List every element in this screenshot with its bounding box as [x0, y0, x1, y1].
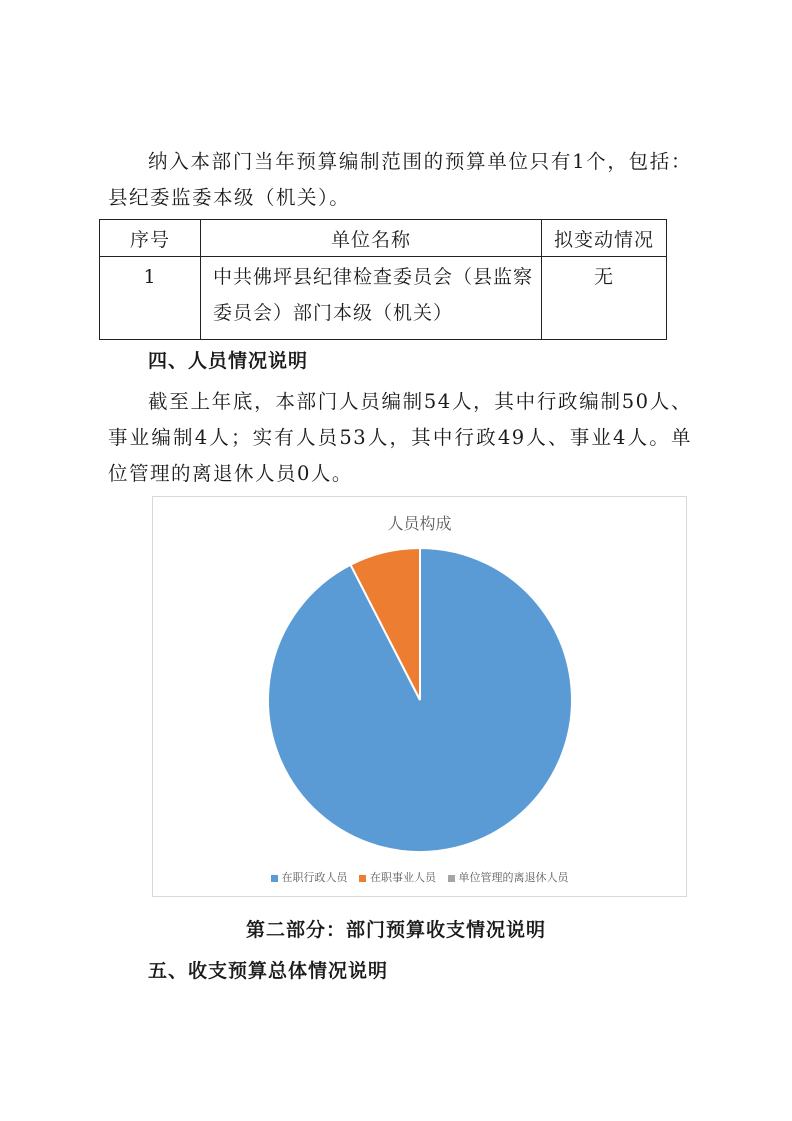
legend-item-institution: [359, 869, 436, 885]
unit-table: [99, 219, 667, 340]
legend-item-retired: [448, 869, 569, 885]
header-change: 拟变动情况: [542, 220, 667, 257]
header-index: 序号: [100, 220, 201, 257]
personnel-pie-chart: [152, 496, 687, 897]
legend-swatch-institution: [359, 875, 366, 882]
intro-paragraph: 纳入本部门当年预算编制范围的预算单位只有1个，包括：县纪委监委本级（机关）。: [108, 150, 692, 209]
chart-title: 人员构成: [387, 514, 452, 533]
part2-title: 第二部分：部门预算收支情况说明: [245, 919, 546, 941]
legend-label-institution: 在职事业人员: [370, 871, 436, 884]
section5-heading: 五、收支预算总体情况说明: [148, 960, 389, 982]
pie-svg: [153, 497, 686, 896]
legend-label-retired: 单位管理的离退休人员: [458, 871, 569, 884]
chart-legend: [153, 869, 686, 885]
legend-label-admin: 在职行政人员: [281, 871, 348, 884]
cell-index: 1: [100, 257, 201, 340]
section4-heading: 四、人员情况说明: [148, 350, 309, 372]
table-row: [100, 257, 667, 340]
section4-paragraph: 截至上年底，本部门人员编制54人，其中行政编制50人、事业编制4人；实有人员53人，其中行政49人、事业4人。单位管理的离退休人员0人。: [108, 390, 692, 485]
table-header-row: [100, 220, 667, 257]
legend-item-admin: [271, 869, 348, 885]
legend-swatch-retired: [448, 875, 455, 882]
cell-name: 中共佛坪县纪律检查委员会（县监察委员会）部门本级（机关）: [201, 257, 542, 340]
header-name: 单位名称: [201, 220, 542, 257]
cell-change: 无: [542, 257, 667, 340]
legend-swatch-admin: [271, 875, 278, 882]
